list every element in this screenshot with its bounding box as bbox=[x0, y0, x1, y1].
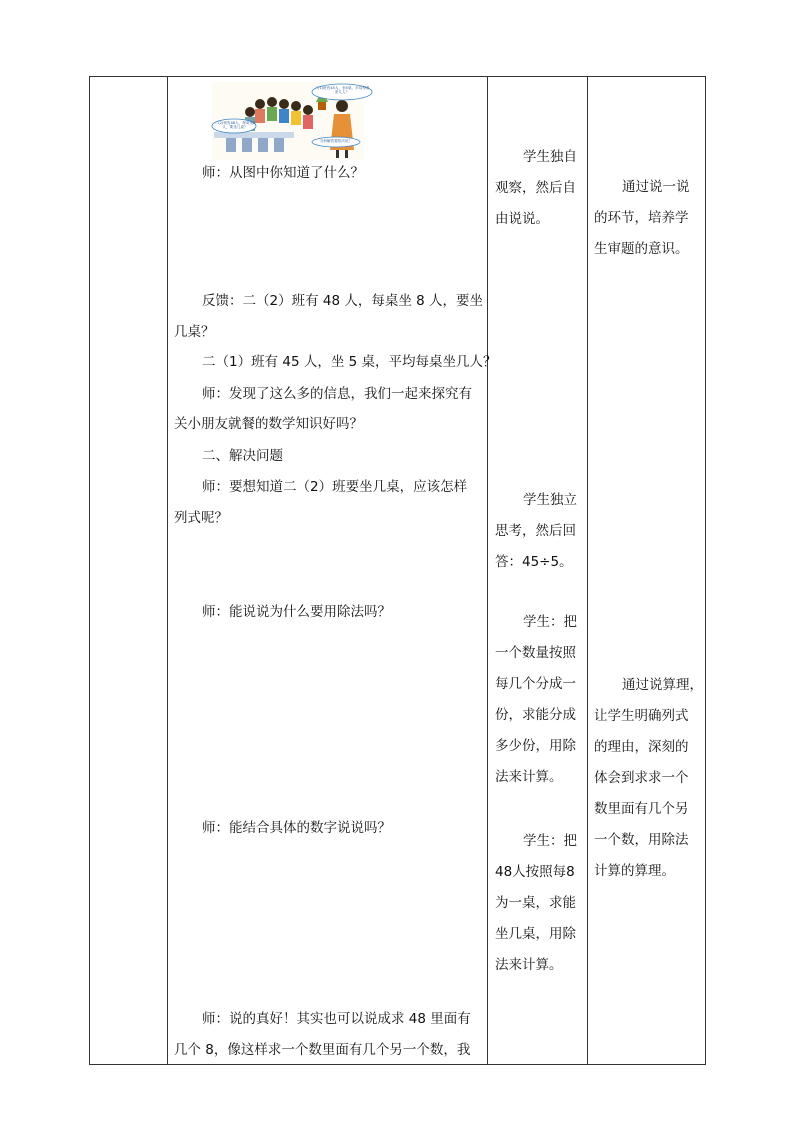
teacher-line: 几个 8，像这样求一个数里面有几个另一个数，我 bbox=[174, 1042, 471, 1058]
teacher-line: 师：要想知道二（2）班要坐几桌，应该怎样 bbox=[202, 479, 468, 495]
intent-line: 生审题的意识。 bbox=[594, 241, 689, 257]
student-line: 为一桌，求能 bbox=[495, 895, 576, 911]
student-line: 学生独自 bbox=[523, 149, 577, 165]
student-line: 每几个分成一 bbox=[495, 676, 576, 692]
student-line: 48人按照每8 bbox=[495, 864, 575, 880]
teacher-line: 列式呢？ bbox=[174, 510, 228, 526]
teacher-line: 关小朋友就餐的数学知识好吗？ bbox=[174, 416, 363, 432]
column-divider bbox=[587, 77, 588, 1064]
student-line: 学生：把 bbox=[523, 833, 577, 849]
student-line: 多少份，用除 bbox=[495, 738, 576, 754]
teacher-line: 反馈：二（2）班有 48 人，每桌坐 8 人，要坐 bbox=[202, 293, 484, 309]
intent-line: 的环节，培养学 bbox=[594, 210, 689, 226]
intent-line: 体会到求求一个 bbox=[594, 770, 689, 786]
student-line: 学生：把 bbox=[523, 614, 577, 630]
intent-line: 通过说一说 bbox=[622, 179, 690, 195]
teacher-line: 师：能结合具体的数字说说吗？ bbox=[202, 820, 391, 836]
teacher-line: 师：发现了这么多的信息，我们一起来探究有 bbox=[202, 386, 472, 402]
bubble-right-top-text: 二(1)班有45人，坐5桌，平均每桌坐几人？ bbox=[314, 86, 370, 95]
design-intent-2 bbox=[594, 670, 703, 887]
column-divider bbox=[167, 77, 168, 1064]
bubble-right-bottom-text: 分析解答要依次说！ bbox=[319, 139, 353, 143]
student-line: 由说说。 bbox=[495, 211, 549, 227]
student-activity-1 bbox=[495, 142, 577, 235]
teacher-line: 师：能说说为什么要用除法吗？ bbox=[202, 604, 391, 620]
classroom-dining-illustration bbox=[212, 82, 370, 160]
student-line: 法来计算。 bbox=[495, 769, 563, 785]
student-line: 观察，然后自 bbox=[495, 180, 576, 196]
intent-line: 数里面有几个另 bbox=[594, 801, 689, 817]
intent-line: 的理由，深刻的 bbox=[594, 739, 689, 755]
student-activity-4 bbox=[495, 826, 577, 981]
student-line: 学生独立 bbox=[523, 492, 577, 508]
section-heading: 二、解决问题 bbox=[202, 448, 283, 464]
intent-line: 计算的算理。 bbox=[594, 863, 675, 879]
design-intent-1 bbox=[594, 172, 690, 265]
student-line: 坐几桌，用除 bbox=[495, 926, 576, 942]
bubble-left-text: 二(2)班有48人，每桌坐8人，要坐几桌？ bbox=[214, 121, 256, 130]
student-line: 份，求能分成 bbox=[495, 707, 576, 723]
student-activity-2 bbox=[495, 485, 577, 578]
intent-line: 一个数，用除法 bbox=[594, 832, 689, 848]
student-line: 一个数量按照 bbox=[495, 645, 576, 661]
student-activity-3 bbox=[495, 607, 577, 793]
student-line: 答：45÷5。 bbox=[495, 554, 573, 570]
intent-line: 让学生明确列式 bbox=[594, 708, 689, 724]
intent-line: 通过说算理， bbox=[622, 677, 703, 693]
student-line: 法来计算。 bbox=[495, 957, 563, 973]
student-line: 思考，然后回 bbox=[495, 523, 576, 539]
teacher-line: 二（1）班有 45 人，坐 5 桌，平均每桌坐几人？ bbox=[202, 354, 497, 370]
teacher-line: 师：从图中你知道了什么？ bbox=[202, 165, 364, 181]
teacher-line: 师：说的真好！其实也可以说成求 48 里面有 bbox=[202, 1011, 471, 1027]
column-divider bbox=[487, 77, 488, 1064]
teacher-line: 几桌？ bbox=[174, 324, 215, 340]
